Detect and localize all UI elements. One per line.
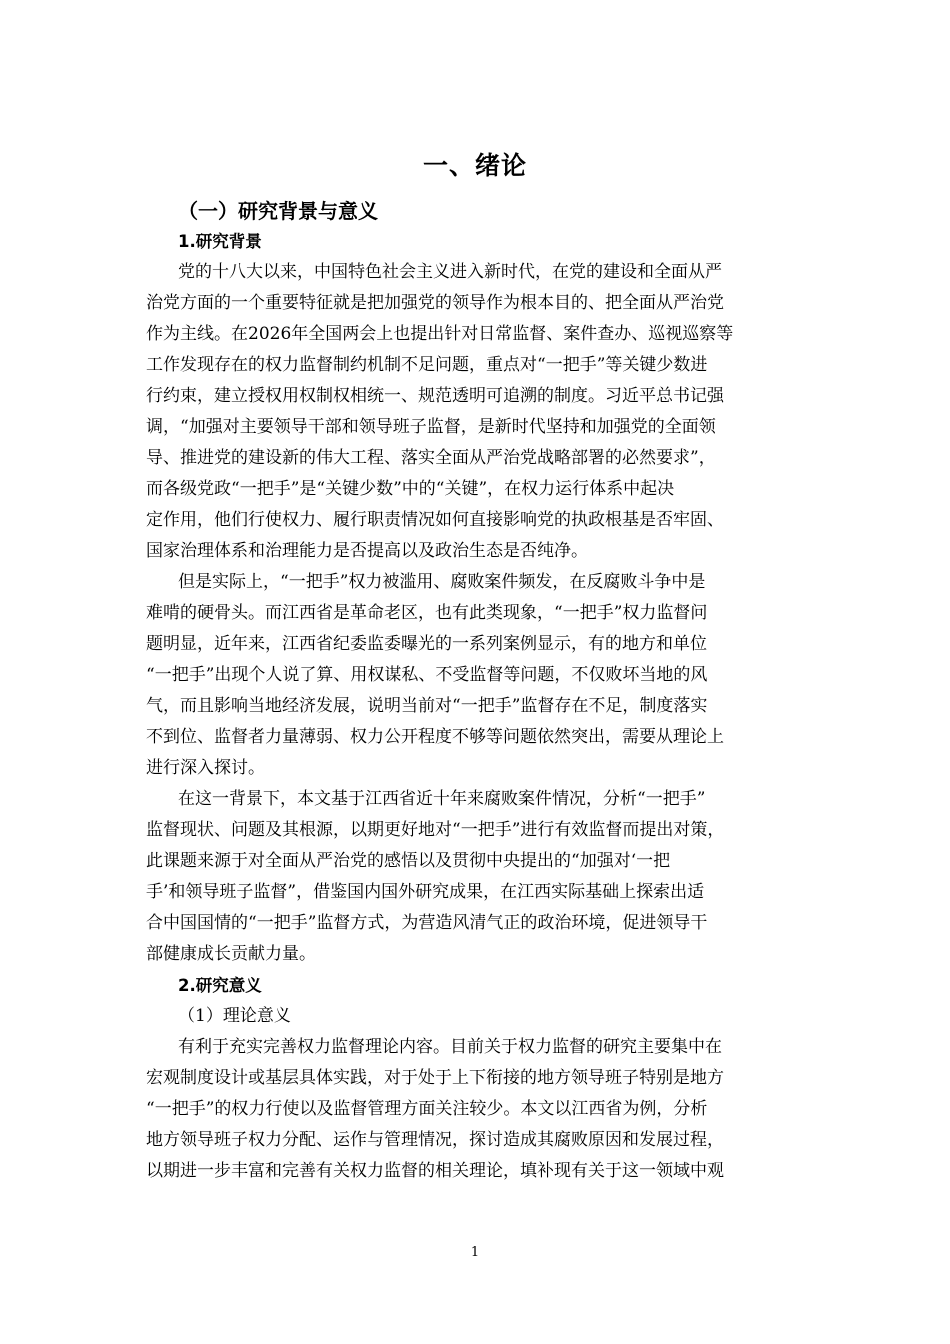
text-line: 行约束，建立授权用权制权相统一、规范透明可追溯的制度。习近平总书记强: [146, 386, 724, 406]
text-line: 气，而且影响当地经济发展，说明当前对“一把手”监督存在不足，制度落实: [146, 696, 708, 716]
text-line: “一把手”出现个人说了算、用权谋私、不受监督等问题，不仅败坏当地的风: [146, 665, 708, 685]
text-line: 定作用，他们行使权力、履行职责情况如何直接影响党的执政根基是否牢固、: [146, 510, 724, 530]
text-line: 宏观制度设计或基层具体实践，对于处于上下衔接的地方领导班子特别是地方: [146, 1068, 724, 1088]
text-line: 监督现状、问题及其根源，以期更好地对“一把手”进行有效监督而提出对策，: [146, 820, 725, 840]
text-line: 地方领导班子权力分配、运作与管理情况，探讨造成其腐败原因和发展过程，: [146, 1130, 724, 1150]
paragraph-3: [146, 784, 818, 970]
text-line: 合中国国情的“一把手”监督方式，为营造风清气正的政治环境，促进领导干: [146, 913, 708, 933]
text-line: 手’和领导班子监督”，借鉴国内国外研究成果，在江西实际基础上探索出适: [146, 882, 705, 902]
text-line: 在这一背景下，本文基于江西省近十年来腐败案件情况，分析“一把手”: [178, 789, 706, 809]
text-line: 此课题来源于对全面从严治党的感悟以及贯彻中央提出的“加强对‘一把: [146, 851, 671, 871]
subsection-heading-significance: 2.研究意义: [178, 976, 262, 995]
section-title: （一）研究背景与意义: [178, 199, 378, 223]
text-line: 治党方面的一个重要特征就是把加强党的领导作为根本目的、把全面从严治党: [146, 293, 724, 313]
text-line: 不到位、监督者力量薄弱、权力公开程度不够等问题依然突出，需要从理论上: [146, 727, 724, 747]
text-line: “一把手”的权力行使以及监督管理方面关注较少。本文以江西省为例，分析: [146, 1099, 708, 1119]
text-line: 进行深入探讨。: [146, 758, 265, 778]
text-line: 调，“加强对主要领导干部和领导班子监督，是新时代坚持和加强党的全面领: [146, 417, 716, 437]
subsubsection-heading-theory: （1）理论意义: [178, 1006, 291, 1026]
paragraph-4: [146, 1032, 818, 1187]
body-text: [146, 226, 818, 1187]
text-line: 以期进一步丰富和完善有关权力监督的相关理论，填补现有关于这一领域中观: [146, 1161, 724, 1181]
text-line: 国家治理体系和治理能力是否提高以及政治生态是否纯净。: [146, 541, 588, 561]
chapter-title: 一、绪论: [422, 151, 527, 180]
text-line: 题明显，近年来，江西省纪委监委曝光的一系列案例显示，有的地方和单位: [146, 634, 707, 654]
text-line: 工作发现存在的权力监督制约机制不足问题，重点对“一把手”等关键少数进: [146, 355, 708, 375]
text-line: 导、推进党的建设新的伟大工程、落实全面从严治党战略部署的必然要求”，: [146, 448, 716, 468]
text-line: 作为主线。在2026年全国两会上也提出针对日常监督、案件查办、巡视巡察等: [146, 324, 734, 344]
paragraph-2: [146, 567, 818, 784]
page-number: 1: [470, 1245, 480, 1260]
text-line: 难啃的硬骨头。而江西省是革命老区，也有此类现象，“一把手”权力监督问: [146, 603, 708, 623]
text-line: 但是实际上，“一把手”权力被滥用、腐败案件频发，在反腐败斗争中是: [178, 572, 706, 592]
text-line: 而各级党政“一把手”是“关键少数”中的“关键”，在权力运行体系中起决: [146, 479, 675, 499]
text-line: 部健康成长贡献力量。: [146, 944, 316, 964]
subsection-heading-background: 1.研究背景: [178, 232, 262, 251]
text-line: 有利于充实完善权力监督理论内容。目前关于权力监督的研究主要集中在: [178, 1037, 722, 1057]
text-line: 党的十八大以来，中国特色社会主义进入新时代，在党的建设和全面从严: [178, 262, 722, 282]
paragraph-1: [146, 257, 818, 567]
